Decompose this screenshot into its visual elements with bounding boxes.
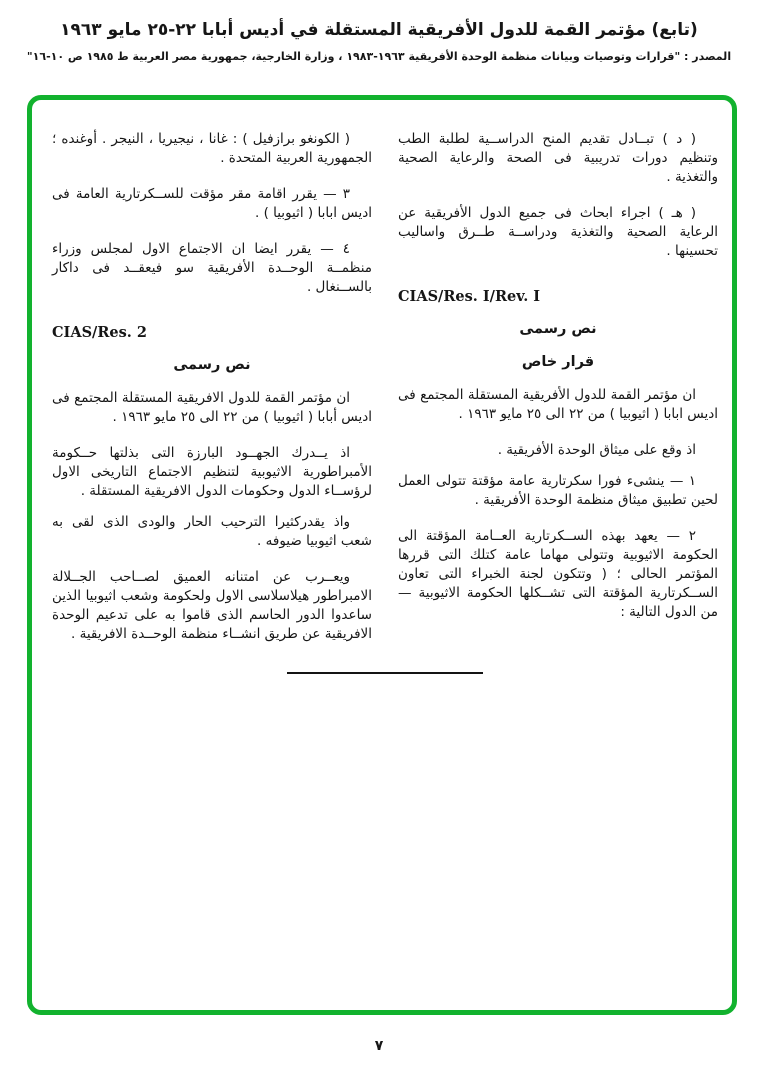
paragraph-summit-intro: ان مؤتمر القمة للدول الأفريقية المستقلة المجتمع فى اديس ابابا ( اثيوبيا ) من ٢٢ الى ٢٥ مايو ١٩٦٣ .	[398, 387, 718, 422]
divider-line	[287, 672, 483, 674]
document-header	[0, 20, 758, 63]
paragraph-summit-intro-2: ان مؤتمر القمة للدول الافريقية المستقلة المجتمع فى اديس أبابا ( اثيوبيا ) من ٢٢ الى ٢٥ مايو ١٩٦٣ .	[52, 390, 372, 425]
paragraph-ethiopia-efforts: اذ يــدرك الجهــود البارزة التى بذلتها حــكومة الأمبراطورية الاثيوبية لتنظيم الاجتماع التاريخى الاول لرؤســاء الدول وحكومات الدول الافريقية المستقلة .	[52, 445, 372, 499]
column-right	[398, 130, 718, 661]
document-frame	[27, 95, 737, 1015]
resolution-ref-code-1: CIAS/Res. I/Rev. I	[398, 288, 541, 305]
resolution-ref-code-2: CIAS/Res. 2	[52, 324, 147, 341]
paragraph-health-research: ( هـ ) اجراء ابحاث فى جميع الدول الأفريقية عن الرعاية الصحية والتغذية ودراســة طــرق واساليب تحسينها .	[398, 205, 718, 259]
paragraph-charter-signed: اذ وقع على ميثاق الوحدة الأفريقية .	[497, 442, 696, 458]
heading-official-text-2: نص رسمى	[173, 357, 251, 373]
paragraph-member-countries: ( الكونغو برازفيل ) : غانا ، نيجيريا ، النيجر . أوغنده ؛ الجمهورية العربية المتحدة .	[52, 131, 372, 166]
heading-special-resolution: قرار خاص	[521, 354, 595, 370]
heading-official-text: نص رسمى	[519, 321, 597, 337]
page-number: ٧	[374, 1038, 384, 1054]
page-title: (تابع) مؤتمر القمة للدول الأفريقية المستقلة في أديس أبابا ٢٢-٢٥ مايو ١٩٦٣	[60, 20, 698, 40]
paragraph-scholarships: ( د ) تبــادل تقديم المنح الدراســية لطلبة الطب وتنظيم دورات تدريبية فى الصحة والرعاية الصحية والتغذية .	[398, 131, 718, 185]
paragraph-gratitude-emperor: ويعــرب عن امتنانه العميق لصــاحب الجــلالة الامبراطور هيلاسلاسى الاول ولحكومة وشعب اثيوبيا الذين ساعدوا الدور الحاسم الذى قاموا به على تدعيم الوحدة الافريقية عن طريق انشــاء منظمة الوحــدة الافريقية .	[52, 569, 372, 642]
paragraph-warm-welcome: واذ يقدركثيرا الترحيب الحار والودى الذى لقى به شعب اثيوبيا ضيوفه .	[52, 514, 372, 549]
source-line: المصدر : "قرارات وتوصيات وبيانات منظمة الوحدة الأفريقية ١٩٦٣-١٩٨٣ ، وزارة الخارجية، جمهورية مصر العربية ط ١٩٨٥ ص ١٠-١٦"	[26, 50, 732, 63]
column-left	[52, 130, 372, 661]
resolution-item-4: ٤ — يقرر ايضا ان الاجتماع الاول لمجلس وزراء منظمــة الوحــدة الأفريقية سو فيعقــد فى داكار بالســنغال .	[52, 241, 372, 295]
two-column-body	[32, 100, 732, 661]
resolution-item-1: ١ — ينشىء فورا سكرتارية عامة مؤقتة تتولى العمل لحين تطبيق ميثاق منظمة الوحدة الأفريقية .	[398, 473, 718, 508]
resolution-item-2: ٢ — يعهد بهذه الســكرتارية العــامة المؤقتة الى الحكومة الاثيوبية وتتولى مهاما عامة كتلك التى قررها المؤتمر الحالى ؛ ( وتتكون لجنة الخبراء التى تعاون الســكرتارية المؤقتة التى تشــكلها الحكومة الاثيوبية — من الدول التالية :	[398, 528, 718, 620]
resolution-item-3: ٣ — يقرر اقامة مقر مؤقت للســكرتارية العامة فى اديس ابابا ( اثيوبيا ) .	[52, 186, 372, 221]
